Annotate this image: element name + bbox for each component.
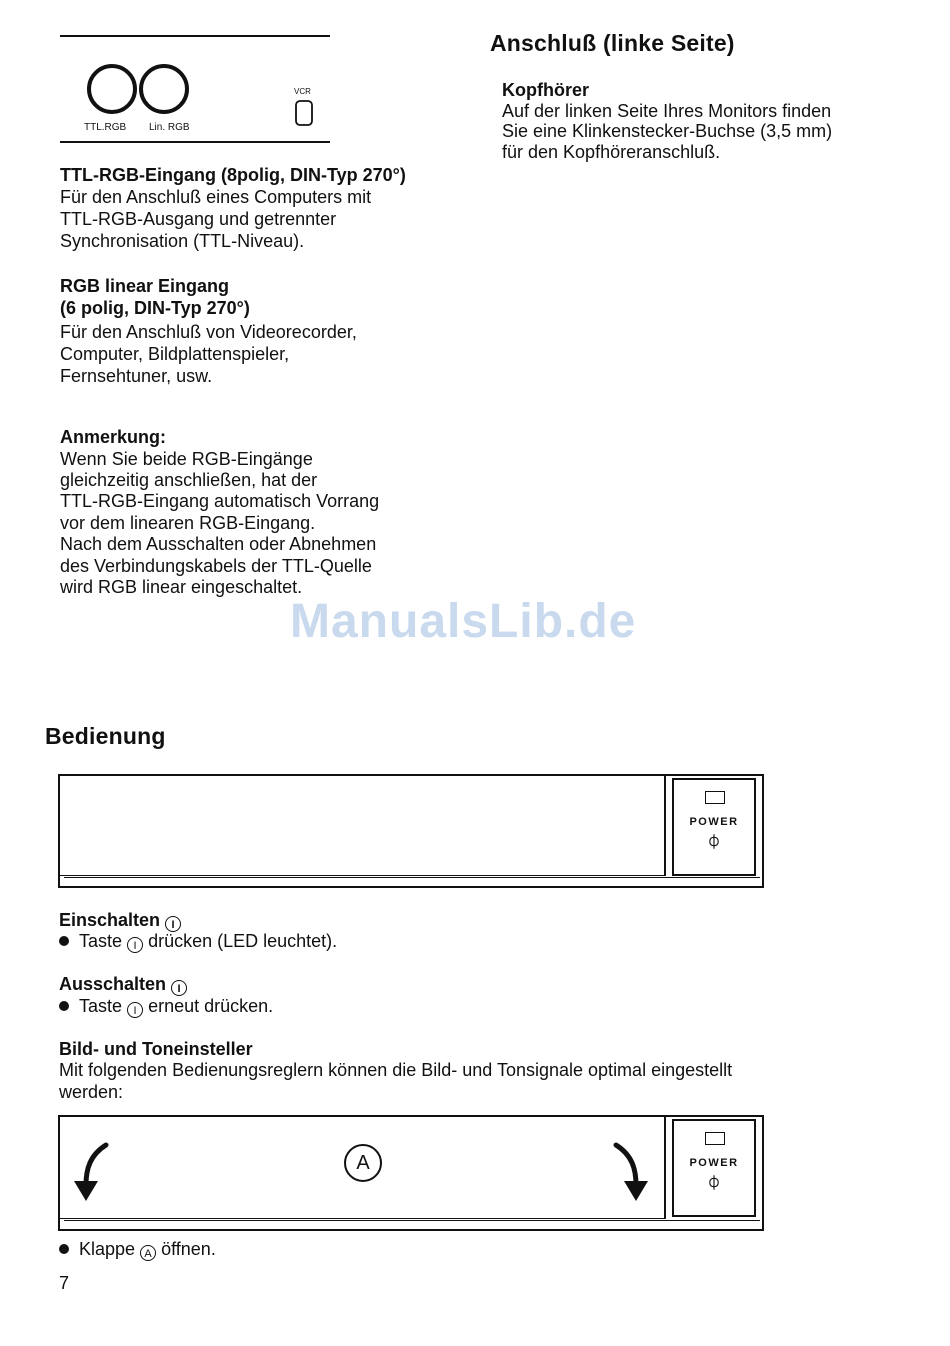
controls-line-1: Mit folgenden Bedienungsreglern können die Bild- und Tonsignale optimal eingestellt: [59, 1060, 733, 1080]
bullet-icon: [59, 1244, 69, 1254]
note-line-5: Nach dem Ausschalten oder Abnehmen: [60, 534, 377, 554]
ttl-connector-icon: [89, 66, 135, 112]
off-heading-text: Ausschalten: [59, 974, 167, 994]
flap-marker[interactable]: A: [344, 1144, 382, 1182]
panel-inner-line: [60, 776, 666, 876]
off-heading: [59, 974, 187, 996]
top-rule: [60, 35, 330, 37]
on-text-pre: Taste: [79, 931, 123, 951]
rgb-line-2: Computer, Bildplattenspieler,: [60, 344, 290, 364]
note-line-6: des Verbindungskabels der TTL-Quelle: [60, 556, 372, 576]
on-heading: [59, 910, 181, 932]
headphone-line-3: für den Kopfhöreranschluß.: [502, 142, 721, 162]
rgb-line-3: Fernsehtuner, usw.: [60, 366, 213, 386]
watermark: ManualsLib.de: [290, 595, 637, 648]
flap-text-post: öffnen.: [161, 1239, 216, 1259]
note-line-3: TTL-RGB-Eingang automatisch Vorrang: [60, 491, 380, 511]
vcr-label: VCR: [294, 87, 311, 96]
right-title: Anschluß (linke Seite): [490, 30, 735, 56]
note-line-4: vor dem linearen RGB-Eingang.: [60, 513, 316, 533]
arrow-left-icon: [68, 1141, 112, 1205]
power-button[interactable]: ⏀: [707, 834, 721, 850]
power-symbol-icon: I: [127, 1002, 143, 1018]
on-heading-text: Einschalten: [59, 910, 161, 930]
headphone-heading: Kopfhörer: [502, 80, 589, 100]
rgb-heading-1: RGB linear Eingang: [60, 276, 230, 296]
controls-heading: Bild- und Toneinsteller: [59, 1039, 253, 1059]
rgb-heading-2: (6 polig, DIN-Typ 270°): [60, 298, 250, 318]
vcr-socket-icon: [296, 101, 312, 125]
power-box: [672, 1119, 756, 1217]
arrow-right-icon: [610, 1141, 654, 1205]
lin-connector-label: Lin. RGB: [149, 122, 190, 133]
on-instruction: [59, 931, 337, 953]
power-box: [672, 778, 756, 876]
monitor-panel-1: [58, 774, 764, 888]
operation-title: Bedienung: [45, 723, 166, 749]
ttl-line-3: Synchronisation (TTL-Niveau).: [60, 231, 305, 251]
lin-connector-icon: [141, 66, 187, 112]
off-text-post: erneut drücken.: [148, 996, 274, 1016]
flap-text-pre: Klappe: [79, 1239, 136, 1259]
flap-marker-icon: A: [140, 1245, 156, 1261]
power-symbol-icon: I: [165, 916, 181, 932]
flap-instruction: [59, 1239, 216, 1261]
power-symbol-icon: I: [127, 937, 143, 953]
note-line-1: Wenn Sie beide RGB-Eingänge: [60, 449, 313, 469]
bullet-icon: [59, 936, 69, 946]
note-heading: Anmerkung:: [60, 427, 167, 447]
headphone-line-2: Sie eine Klinkenstecker-Buchse (3,5 mm): [502, 121, 833, 141]
note-line-2: gleichzeitig anschließen, hat der: [60, 470, 318, 490]
power-led-icon: [705, 791, 725, 804]
on-text-post: drücken (LED leuchtet).: [148, 931, 338, 951]
ttl-heading: TTL-RGB-Eingang (8polig, DIN-Typ 270°): [60, 165, 406, 185]
panel-base: [64, 1220, 760, 1229]
bullet-icon: [59, 1001, 69, 1011]
power-label: POWER: [689, 1157, 739, 1169]
headphone-line-1: Auf der linken Seite Ihres Monitors finden: [502, 101, 832, 121]
power-label: POWER: [689, 816, 739, 828]
power-button[interactable]: ⏀: [707, 1175, 721, 1191]
off-instruction: [59, 996, 273, 1018]
page-number: 7: [59, 1273, 70, 1293]
rgb-line-1: Für den Anschluß von Videorecorder,: [60, 322, 357, 342]
connector-bottom-rule: [60, 141, 330, 143]
controls-line-2: werden:: [59, 1082, 124, 1102]
panel-base: [64, 877, 760, 886]
power-symbol-icon: I: [171, 980, 187, 996]
monitor-panel-2: [58, 1115, 764, 1231]
note-line-7: wird RGB linear eingeschaltet.: [60, 577, 303, 597]
ttl-line-2: TTL-RGB-Ausgang und getrennter: [60, 209, 337, 229]
ttl-line-1: Für den Anschluß eines Computers mit: [60, 187, 372, 207]
ttl-connector-label: TTL.RGB: [84, 122, 127, 133]
power-led-icon: [705, 1132, 725, 1145]
off-text-pre: Taste: [79, 996, 123, 1016]
